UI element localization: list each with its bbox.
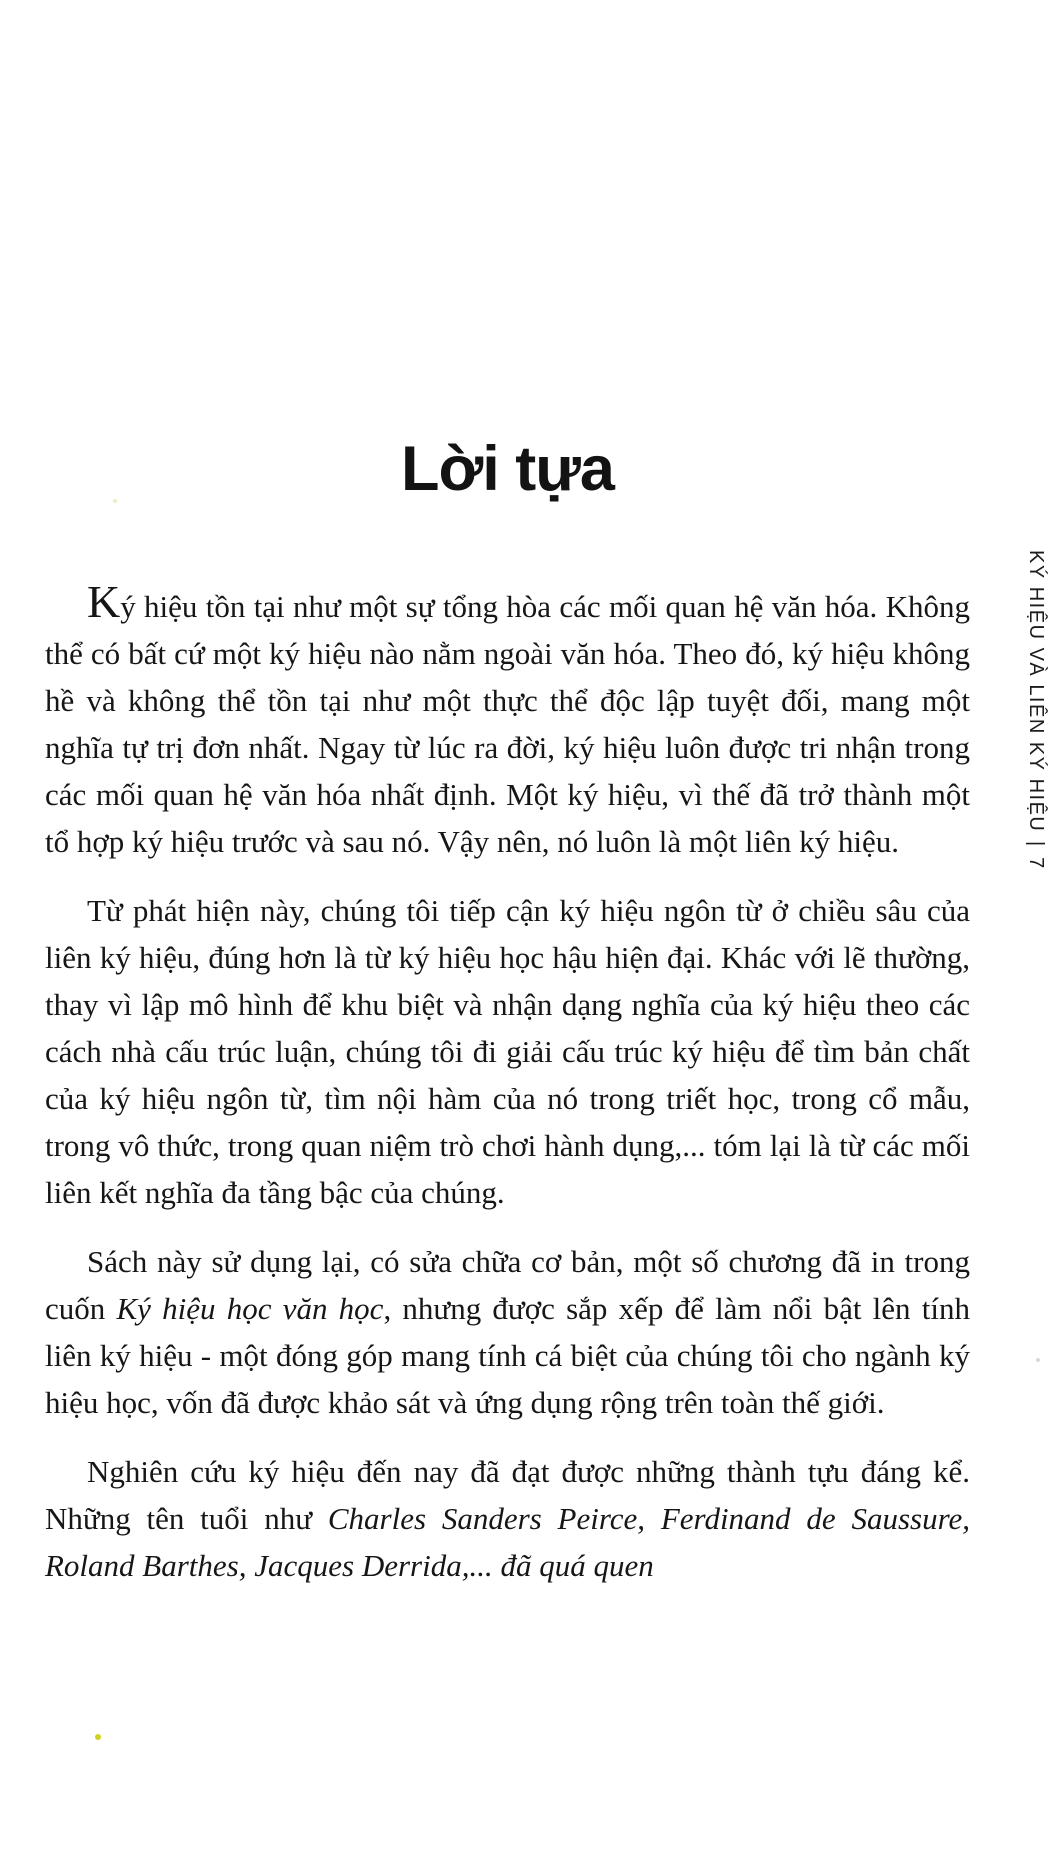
running-head bbox=[1024, 550, 1047, 868]
text-run: Nghiên cứu ký hiệu đến nay đã đạt được những thành tựu đáng kể. Những tên tuổi như bbox=[45, 1454, 970, 1536]
drop-cap: K bbox=[87, 576, 121, 627]
text-run: , nhưng được sắp xếp để làm nổi bật lên tính liên ký hiệu - một đóng góp mang tính cá biệt của chúng tôi cho ngành ký hiệu học, vốn đã được khảo sát và ứng dụng rộng trên toàn thế giới. bbox=[45, 1291, 970, 1420]
scan-speck bbox=[1036, 1358, 1040, 1362]
paragraph bbox=[45, 1448, 970, 1589]
paragraph bbox=[45, 887, 970, 1216]
text-run: Sách này sử dụng lại, có sửa chữa cơ bản, một số chương đã in trong cuốn bbox=[45, 1244, 970, 1326]
page-title: Lời tựa bbox=[401, 434, 614, 505]
running-head-divider: | bbox=[1025, 841, 1047, 849]
page-number: 7 bbox=[1025, 857, 1047, 869]
italic-text-run: Ký hiệu học văn học bbox=[116, 1291, 384, 1326]
italic-text-run: Charles Sanders Peirce, Ferdinand de Saussure, Roland Barthes, Jacques Derrida,... đã quá quen bbox=[45, 1501, 970, 1583]
paragraph bbox=[45, 1238, 970, 1426]
text-run: Từ phát hiện này, chúng tôi tiếp cận ký hiệu ngôn từ ở chiều sâu của liên ký hiệu, đúng hơn là từ ký hiệu học hậu hiện đại. Khác với lẽ thường, thay vì lập mô hình để khu biệt và nhận dạng nghĩa của ký hiệu theo các cách nhà cấu trúc luận, chúng tôi đi giải cấu trúc ký hiệu để tìm bản chất của ký hiệu ngôn từ, tìm nội hàm của nó trong triết học, trong cổ mẫu, trong vô thức, trong quan niệm trò chơi hành dụng,... tóm lại là từ các mối liên kết nghĩa đa tầng bậc của chúng. bbox=[45, 893, 970, 1210]
scan-speck bbox=[95, 1734, 101, 1740]
text-run: ý hiệu tồn tại như một sự tổng hòa các mối quan hệ văn hóa. Không thể có bất cứ một ký hiệu nào nằm ngoài văn hóa. Theo đó, ký hiệu không hề và không thể tồn tại như một thực thể độc lập tuyệt đối, mang một nghĩa tự trị đơn nhất. Ngay từ lúc ra đời, ký hiệu luôn được tri nhận trong các mối quan hệ văn hóa nhất định. Một ký hiệu, vì thế đã trở thành một tổ hợp ký hiệu trước và sau nó. Vậy nên, nó luôn là một liên ký hiệu. bbox=[45, 589, 970, 859]
body-text bbox=[45, 578, 970, 1611]
paragraph bbox=[45, 578, 970, 865]
scan-speck bbox=[113, 499, 117, 503]
running-head-label: KÝ HIỆU VÀ LIÊN KÝ HIỆU bbox=[1025, 550, 1047, 833]
